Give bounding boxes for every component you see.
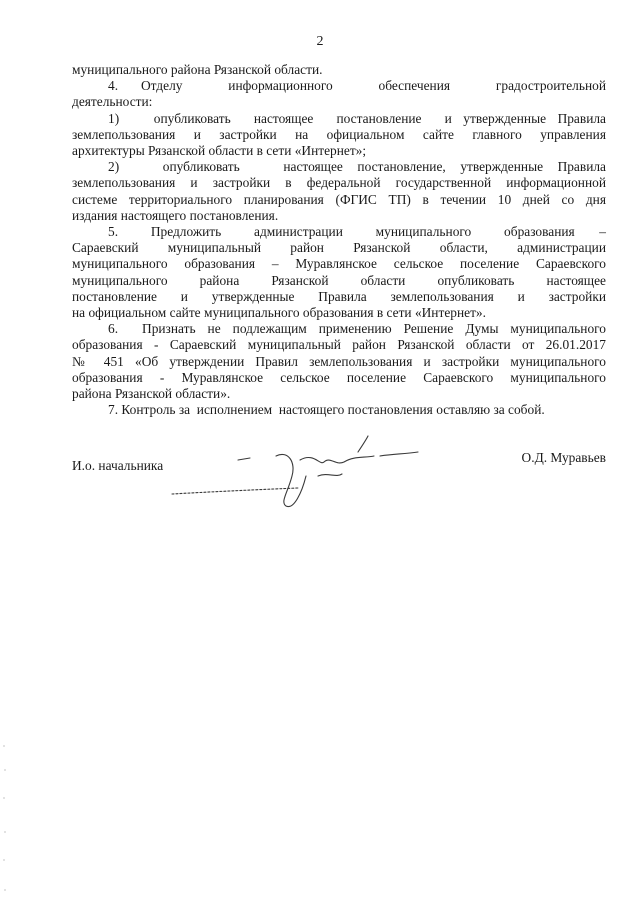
scan-edge-marks bbox=[2, 740, 8, 900]
item-7: 7. Контроль за исполнением настоящего постановления оставляю за собой. bbox=[108, 402, 545, 418]
text-line: образования - Муравлянское сельское поселение Сараевского муниципального bbox=[72, 369, 606, 385]
text-line: землепользования и застройки в федеральной государственной информационной bbox=[72, 175, 606, 191]
document-body bbox=[72, 62, 606, 418]
subitem-2: 2) опубликовать настоящее постановление, утвержденные Правила bbox=[108, 159, 606, 175]
text-line: постановление и утвержденные Правила землепользования и застройки bbox=[72, 288, 606, 304]
subitem-1: 1) опубликовать настоящее постановление и утвержденные Правила bbox=[108, 110, 606, 126]
text-line: района Рязанской области». bbox=[72, 386, 231, 402]
text-line: образования - Сараевский муниципальный район Рязанской области от 26.01.2017 bbox=[72, 337, 606, 353]
text-line: муниципального района Рязанской области. bbox=[72, 62, 323, 77]
page-number: 2 bbox=[316, 34, 324, 49]
text-line: деятельности: bbox=[72, 94, 153, 110]
signatory-name: О.Д. Муравьев bbox=[521, 450, 606, 465]
item-4-heading: 4. Отделу информационного обеспечения градостроительной bbox=[108, 78, 606, 94]
text-line: землепользования и застройки на официальном сайте главного управления bbox=[72, 126, 606, 142]
signatory-role: И.о. начальника bbox=[72, 458, 164, 473]
text-line: на официальном сайте муниципального образования в сети «Интернет». bbox=[72, 305, 486, 321]
text-line: архитектуры Рязанской области в сети «Интернет»; bbox=[72, 143, 367, 159]
text-line: муниципального образования – Муравлянское сельское поселение Сараевского bbox=[72, 256, 606, 272]
text-line: системе территориального планирования (ФГИС ТП) в течении 10 дней со дня bbox=[72, 191, 606, 207]
text-line: № 451 «Об утверждении Правил землепользования и застройки муниципального bbox=[72, 353, 606, 369]
text-line: муниципального района Рязанской области опубликовать настоящее bbox=[72, 272, 606, 288]
item-6: 6. Признать не подлежащим применению Решение Думы муниципального bbox=[108, 321, 606, 337]
handwritten-signature bbox=[168, 432, 468, 512]
text-line: Сараевский муниципальный район Рязанской области, администрации bbox=[72, 240, 606, 256]
text-line: издания настоящего постановления. bbox=[72, 207, 279, 223]
item-5: 5. Предложить администрации муниципального образования – bbox=[108, 224, 606, 240]
